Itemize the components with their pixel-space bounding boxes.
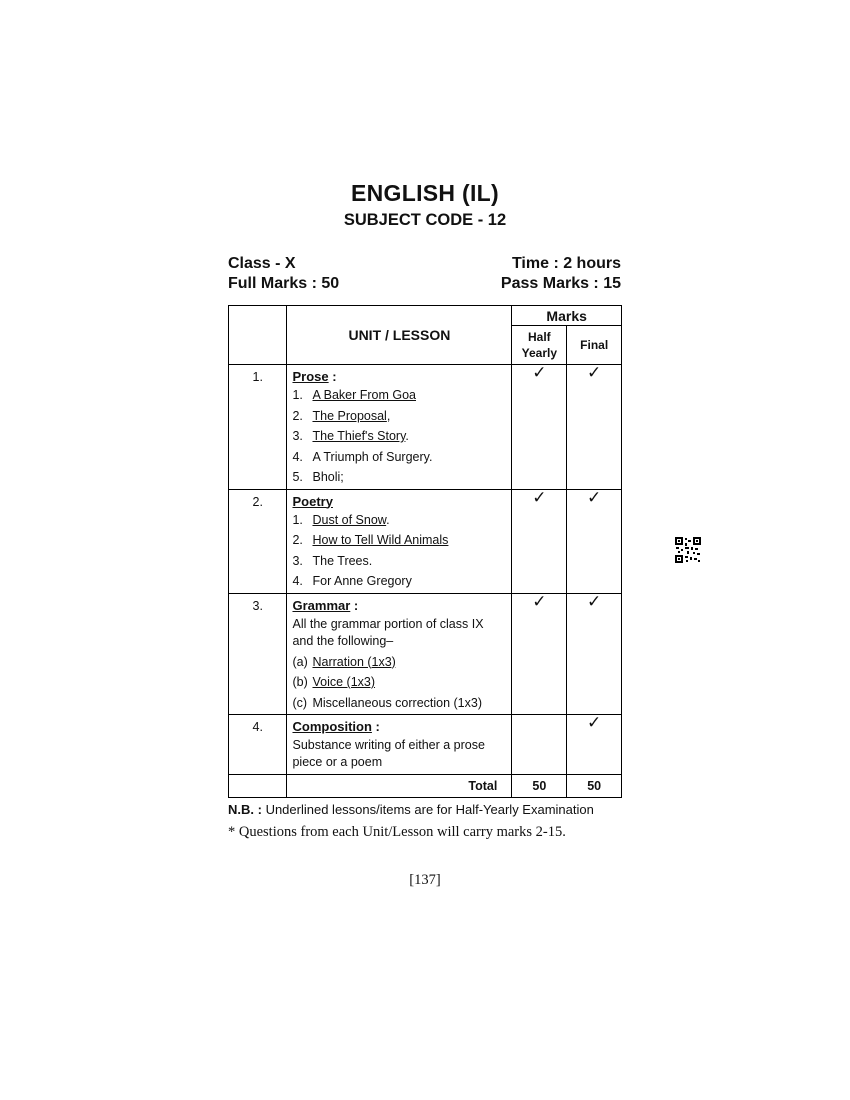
- item-number: 1.: [292, 388, 303, 402]
- section-title: [292, 597, 506, 614]
- item-text: The Trees.: [312, 553, 373, 568]
- qr-code-icon: [675, 537, 701, 563]
- section-intro: All the grammar portion of class IX and the following–: [292, 616, 484, 648]
- unit-cell: [287, 715, 512, 775]
- time-label: Time : 2 hours: [511, 255, 621, 272]
- item-number: (b): [292, 675, 308, 689]
- lesson-item: [292, 530, 506, 551]
- header-marks: Marks: [512, 306, 622, 326]
- nb-note: [228, 802, 594, 817]
- unit-cell: [287, 365, 512, 490]
- section-title-text: Prose: [292, 369, 329, 384]
- section-title-suffix: :: [350, 597, 359, 613]
- item-number: 2.: [292, 533, 303, 547]
- half-yearly-tick: [512, 715, 567, 775]
- table-row: [229, 593, 622, 715]
- section-title: [292, 718, 506, 735]
- section-title-text: Composition: [292, 719, 372, 734]
- item-text: Miscellaneous correction (1x3): [312, 695, 482, 710]
- header-blank: [229, 306, 287, 365]
- lesson-item: [292, 652, 506, 673]
- total-half-yearly: 50: [512, 775, 567, 798]
- section-title: [292, 368, 506, 385]
- item-text: The Thief's Story: [312, 429, 406, 443]
- syllabus-body: [229, 365, 622, 775]
- row-number: 3.: [229, 593, 287, 715]
- section-title-suffix: :: [371, 719, 380, 734]
- item-number: 4.: [292, 449, 303, 464]
- lesson-item: [292, 467, 506, 488]
- final-tick: ✓: [567, 365, 622, 490]
- header-half-yearly: Half Yearly: [512, 326, 567, 365]
- item-text: A Baker From Goa: [312, 388, 416, 402]
- page-number: [137]: [409, 872, 441, 888]
- header-unit-lesson: UNIT / LESSON: [287, 306, 512, 365]
- item-number: 4.: [292, 574, 303, 588]
- table-row: [229, 715, 622, 775]
- pass-marks-label: Pass Marks : 15: [500, 275, 621, 292]
- final-tick: ✓: [567, 593, 622, 715]
- item-text: Bholi;: [312, 470, 344, 484]
- row-number: 1.: [229, 365, 287, 490]
- section-title-text: Poetry: [292, 493, 333, 509]
- total-blank: [229, 775, 287, 798]
- section-intro: Substance writing of either a prose piece or a poem: [292, 738, 485, 769]
- unit-cell: [287, 489, 512, 593]
- total-row: [229, 775, 622, 798]
- lesson-item: [292, 693, 506, 714]
- item-number: (c): [292, 695, 308, 710]
- lesson-item: [292, 510, 506, 531]
- lesson-item: [292, 406, 506, 427]
- lesson-item: [292, 571, 506, 592]
- item-text: A Triumph of Surgery.: [312, 449, 433, 464]
- item-suffix: .: [386, 512, 390, 527]
- full-marks-label: Full Marks : 50: [228, 275, 340, 292]
- item-text: How to Tell Wild Animals: [312, 533, 449, 547]
- unit-cell: [287, 593, 512, 715]
- half-yearly-tick: ✓: [512, 489, 567, 593]
- total-final: 50: [567, 775, 622, 798]
- class-label: Class - X: [228, 255, 296, 272]
- marks-note: * Questions from each Unit/Lesson will carry marks 2-15.: [228, 824, 566, 840]
- lesson-item: [292, 551, 506, 572]
- item-suffix: .: [405, 429, 409, 443]
- item-number: 5.: [292, 470, 303, 484]
- row-number: 2.: [229, 489, 287, 593]
- item-text: Dust of Snow: [312, 512, 387, 527]
- section-title: [292, 493, 506, 510]
- nb-label: N.B. :: [228, 802, 262, 817]
- header-final: Final: [567, 326, 622, 365]
- table-row: [229, 489, 622, 593]
- item-number: (a): [292, 654, 308, 669]
- item-number: 3.: [292, 553, 303, 568]
- info-row-1: [228, 255, 621, 273]
- item-suffix: ,: [386, 408, 391, 423]
- table-row: [229, 365, 622, 490]
- item-text: The Proposal: [312, 408, 387, 423]
- lesson-item: [292, 447, 506, 468]
- lesson-item: [292, 426, 506, 447]
- row-number: 4.: [229, 715, 287, 775]
- nb-text: Underlined lessons/items are for Half-Yearly Examination: [261, 802, 594, 817]
- item-text: Voice (1x3): [312, 675, 376, 689]
- item-text: Narration (1x3): [312, 654, 396, 669]
- item-number: 2.: [292, 408, 303, 423]
- document-title: ENGLISH (IL): [351, 180, 499, 206]
- section-title-text: Grammar: [292, 597, 351, 613]
- lesson-item: [292, 385, 506, 406]
- item-number: 1.: [292, 512, 303, 527]
- syllabus-table: [228, 305, 622, 798]
- final-tick: ✓: [567, 489, 622, 593]
- half-yearly-tick: ✓: [512, 365, 567, 490]
- item-text: For Anne Gregory: [312, 574, 412, 588]
- info-row-2: [228, 275, 621, 293]
- item-number: 3.: [292, 429, 303, 443]
- half-yearly-tick: ✓: [512, 593, 567, 715]
- subject-code: SUBJECT CODE - 12: [343, 211, 507, 229]
- lesson-item: [292, 672, 506, 693]
- final-tick: ✓: [567, 715, 622, 775]
- section-title-suffix: :: [328, 369, 337, 384]
- total-label: Total: [287, 775, 512, 798]
